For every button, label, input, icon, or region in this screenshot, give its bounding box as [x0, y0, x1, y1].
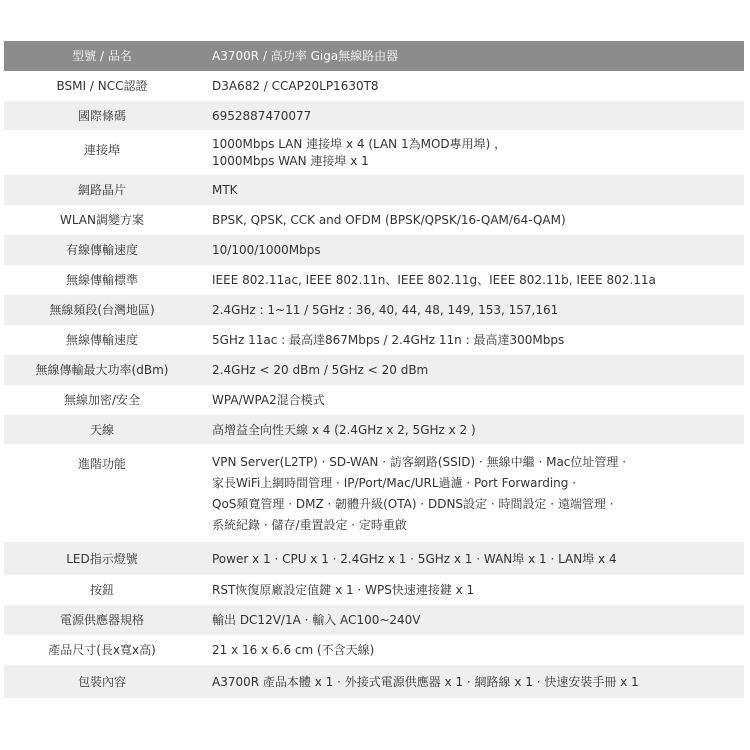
table-row — [4, 205, 744, 235]
spec-value-line: 家長WiFi上網時間管理 · IP/Port/Mac/URL過濾 · Port Forwarding · — [212, 476, 577, 490]
spec-value-line: QoS頻寬管理 · DMZ · 韌體升級(OTA) · DDNS設定 · 時間設定 · 遠端管理 · — [212, 497, 614, 511]
spec-value-line: 系統紀錄 · 儲存/重置設定 · 定時重啟 — [212, 518, 407, 532]
spec-value: 5GHz 11ac : 最高達867Mbps / 2.4GHz 11n : 最高達300Mbps — [212, 333, 565, 347]
spec-label: 電源供應器規格 — [4, 605, 206, 635]
spec-label: 天線 — [4, 415, 206, 444]
spec-value-line: 1000Mbps LAN 連接埠 x 4 (LAN 1為MOD專用埠) ， — [212, 136, 507, 151]
spec-label: 網路晶片 — [4, 175, 206, 205]
table-row — [4, 355, 744, 385]
table-row — [4, 575, 744, 605]
spec-value-line: VPN Server(L2TP) · SD-WAN · 訪客網路(SSID) · 無線中繼 · Mac位址管理 · — [212, 455, 627, 469]
table-row — [4, 605, 744, 635]
table-row — [4, 542, 744, 575]
table-row — [4, 385, 744, 415]
spec-value: 6952887470077 — [206, 101, 744, 130]
table-row — [4, 444, 744, 542]
spec-value: WPA/WPA2混合模式 — [212, 393, 325, 407]
table-row — [4, 235, 744, 265]
spec-value — [206, 130, 744, 175]
spec-label: 包裝內容 — [4, 665, 206, 698]
spec-label: 無線傳輸速度 — [65, 333, 138, 347]
table-row — [4, 130, 744, 175]
spec-value: A3700R / 高功率 Giga無線路由器 — [206, 41, 744, 71]
table-row — [4, 265, 744, 295]
table-row — [4, 41, 744, 71]
table-row — [4, 415, 744, 444]
spec-label: LED指示燈號 — [4, 542, 206, 575]
spec-value: MTK — [206, 175, 744, 205]
spec-value: 輸出 DC12V/1A · 輸入 AC100~240V — [206, 605, 744, 635]
spec-label: 產品尺寸(長x寬x高) — [48, 643, 156, 657]
table-row — [4, 175, 744, 205]
spec-label: WLAN調變方案 — [59, 213, 144, 227]
spec-value: 2.4GHz < 20 dBm / 5GHz < 20 dBm — [206, 355, 744, 385]
spec-label: 連接埠 — [83, 143, 120, 157]
table-row — [4, 71, 744, 101]
spec-label: 有線傳輸速度 — [4, 235, 206, 265]
spec-label: 按鈕 — [89, 583, 114, 597]
spec-value: A3700R 產品本體 x 1 · 外接式電源供應器 x 1 · 網路線 x 1 · 快速安裝手冊 x 1 — [206, 665, 744, 698]
spec-value: 10/100/1000Mbps — [206, 235, 744, 265]
table-row — [4, 325, 744, 355]
spec-label: 進階功能 — [77, 457, 126, 471]
spec-label: 無線傳輸最大功率(dBm) — [4, 355, 206, 385]
spec-label: 型號 / 品名 — [4, 41, 206, 71]
spec-value: IEEE 802.11ac, IEEE 802.11n、IEEE 802.11g、IEEE 802.11b, IEEE 802.11a — [212, 273, 656, 287]
spec-label: BSMI / NCC認證 — [56, 79, 148, 93]
spec-value: 2.4GHz : 1~11 / 5GHz : 36, 40, 44, 48, 149, 153, 157,161 — [206, 295, 744, 325]
spec-value: D3A682 / CCAP20LP1630T8 — [212, 79, 379, 93]
spec-value: RST恢復原廠設定值鍵 x 1 · WPS快速連接鍵 x 1 — [212, 583, 475, 597]
spec-value-line: 1000Mbps WAN 連接埠 x 1 — [212, 153, 369, 168]
table-row — [4, 665, 744, 698]
spec-label: 無線頻段(台灣地區) — [4, 295, 206, 325]
spec-label: 無線加密/安全 — [63, 393, 141, 407]
spec-label: 無線傳輸標準 — [65, 273, 138, 287]
table-row — [4, 635, 744, 665]
spec-value: Power x 1 · CPU x 1 · 2.4GHz x 1 · 5GHz x 1 · WAN埠 x 1 · LAN埠 x 4 — [206, 542, 744, 575]
table-row — [4, 295, 744, 325]
spec-label: 國際條碼 — [4, 101, 206, 130]
spec-value: 高增益全向性天線 x 4 (2.4GHz x 2, 5GHz x 2 ) — [206, 415, 744, 444]
spec-table — [4, 41, 744, 698]
table-row — [4, 101, 744, 130]
spec-value: 21 x 16 x 6.6 cm (不含天線) — [212, 643, 375, 657]
spec-value — [206, 444, 744, 542]
spec-value: BPSK, QPSK, CCK and OFDM (BPSK/QPSK/16-QAM/64-QAM) — [212, 213, 566, 227]
